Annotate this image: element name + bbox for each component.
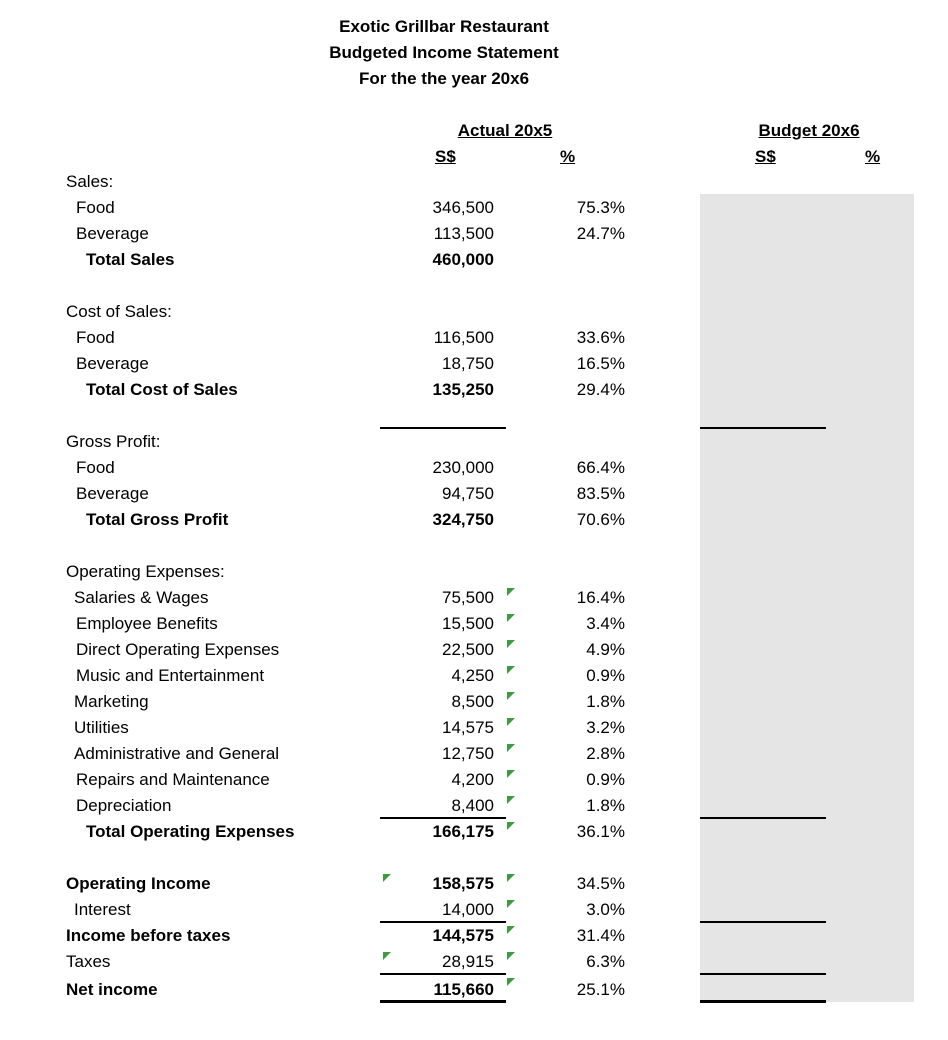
formula-flag-icon xyxy=(507,952,515,960)
interest-amount: 14,000 xyxy=(442,900,494,919)
formula-flag-icon xyxy=(507,978,515,986)
budget-header: Budget 20x6 xyxy=(758,121,860,140)
budget-input-area[interactable] xyxy=(700,194,914,1002)
opex-item-amount: 75,500 xyxy=(442,588,494,607)
formula-flag-icon xyxy=(507,796,515,804)
sales-food-label: Food xyxy=(76,198,115,217)
interest-pct: 3.0% xyxy=(586,900,625,919)
opex-item-pct: 16.4% xyxy=(576,588,625,607)
formula-flag-icon xyxy=(507,744,515,752)
formula-flag-icon xyxy=(507,926,515,934)
formula-flag-icon xyxy=(507,900,515,908)
opex-item-label: Direct Operating Expenses xyxy=(76,640,280,659)
formula-flag-icon xyxy=(507,666,515,674)
formula-flag-icon xyxy=(507,822,515,830)
opex-item-amount: 15,500 xyxy=(442,614,494,633)
opex-item-amount: 4,200 xyxy=(451,770,494,789)
total-gp-pct: 70.6% xyxy=(576,510,625,529)
gp-food-label: Food xyxy=(76,458,115,477)
formula-flag-icon xyxy=(507,588,515,596)
total-gp-label: Total Gross Profit xyxy=(86,510,229,529)
budget-percent-header: % xyxy=(865,147,881,166)
total-gp-amount: 324,750 xyxy=(432,510,494,529)
opex-item-pct: 1.8% xyxy=(586,692,625,711)
cos-header: Cost of Sales: xyxy=(66,302,172,321)
opex-item-label: Employee Benefits xyxy=(76,614,218,633)
income-before-taxes-amount: 144,575 xyxy=(432,926,494,945)
total-opex-label: Total Operating Expenses xyxy=(86,822,295,841)
total-cos-label: Total Cost of Sales xyxy=(86,380,238,399)
budget-rule xyxy=(700,973,826,975)
formula-flag-icon xyxy=(507,770,515,778)
actual-header: Actual 20x5 xyxy=(457,121,553,140)
budget-rule xyxy=(700,921,826,923)
opex-item-label: Utilities xyxy=(74,718,129,737)
actual-rule xyxy=(380,973,506,975)
actual-rule xyxy=(380,921,506,923)
net-income-amount: 115,660 xyxy=(433,980,494,999)
gp-food-amount: 230,000 xyxy=(432,458,494,477)
opex-item-label: Administrative and General xyxy=(74,744,280,763)
opex-item-pct: 3.4% xyxy=(586,614,625,633)
operating-income-pct: 34.5% xyxy=(576,874,625,893)
gp-beverage-amount: 94,750 xyxy=(442,484,494,503)
opex-item-label: Depreciation xyxy=(76,796,172,815)
actual-currency-header: S$ xyxy=(435,147,456,166)
opex-item-pct: 0.9% xyxy=(586,666,625,685)
total-sales-label: Total Sales xyxy=(86,250,175,269)
opex-item-pct: 1.8% xyxy=(586,796,625,815)
opex-item-label: Repairs and Maintenance xyxy=(76,770,270,789)
total-opex-amount: 166,175 xyxy=(432,822,494,841)
net-income-label: Net income xyxy=(66,980,158,999)
sales-food-pct: 75.3% xyxy=(576,198,625,217)
total-cos-amount: 135,250 xyxy=(432,380,494,399)
budget-rule xyxy=(700,427,826,429)
opex-header: Operating Expenses: xyxy=(66,562,225,581)
opex-item-label: Salaries & Wages xyxy=(74,588,209,607)
statement-title: Budgeted Income Statement xyxy=(329,43,559,62)
sales-beverage-amount: 113,500 xyxy=(433,224,494,243)
budget-currency-header: S$ xyxy=(755,147,776,166)
opex-item-amount: 8,400 xyxy=(451,796,494,815)
sales-header: Sales: xyxy=(66,172,114,191)
formula-flag-icon xyxy=(507,874,515,882)
sales-beverage-pct: 24.7% xyxy=(576,224,625,243)
actual-percent-header: % xyxy=(560,147,576,166)
cos-food-amount: 116,500 xyxy=(433,328,494,347)
company-name: Exotic Grillbar Restaurant xyxy=(339,17,549,36)
taxes-label: Taxes xyxy=(66,952,111,971)
opex-item-pct: 0.9% xyxy=(586,770,625,789)
opex-item-amount: 14,575 xyxy=(442,718,494,737)
income-before-taxes-pct: 31.4% xyxy=(576,926,625,945)
formula-flag-icon xyxy=(507,614,515,622)
interest-label: Interest xyxy=(74,900,131,919)
cos-beverage-label: Beverage xyxy=(76,354,149,373)
actual-rule xyxy=(380,427,506,429)
total-cos-pct: 29.4% xyxy=(576,380,625,399)
total-sales-amount: 460,000 xyxy=(432,250,494,269)
gp-beverage-label: Beverage xyxy=(76,484,149,503)
budget-rule xyxy=(700,817,826,819)
income-before-taxes-label: Income before taxes xyxy=(66,926,231,945)
cos-beverage-amount: 18,750 xyxy=(442,354,494,373)
statement-period: For the the year 20x6 xyxy=(358,69,530,88)
budget-double-rule xyxy=(700,1000,826,1003)
cos-beverage-pct: 16.5% xyxy=(576,354,625,373)
opex-item-amount: 22,500 xyxy=(442,640,494,659)
opex-item-amount: 4,250 xyxy=(451,666,494,685)
net-income-pct: 25.1% xyxy=(576,980,625,999)
formula-flag-icon xyxy=(507,718,515,726)
formula-flag-icon xyxy=(507,640,515,648)
taxes-amount: 28,915 xyxy=(442,952,494,971)
opex-item-pct: 2.8% xyxy=(586,744,625,763)
actual-rule xyxy=(380,817,506,819)
gp-food-pct: 66.4% xyxy=(576,458,625,477)
gp-header: Gross Profit: xyxy=(66,432,161,451)
actual-double-rule xyxy=(380,1000,506,1003)
gp-beverage-pct: 83.5% xyxy=(576,484,625,503)
total-opex-pct: 36.1% xyxy=(576,822,625,841)
opex-item-amount: 12,750 xyxy=(442,744,494,763)
formula-flag-icon xyxy=(507,692,515,700)
sales-beverage-label: Beverage xyxy=(76,224,149,243)
opex-item-label: Music and Entertainment xyxy=(76,666,265,685)
cos-food-pct: 33.6% xyxy=(576,328,625,347)
opex-item-pct: 4.9% xyxy=(586,640,625,659)
operating-income-amount: 158,575 xyxy=(432,874,494,893)
taxes-pct: 6.3% xyxy=(586,952,625,971)
cos-food-label: Food xyxy=(76,328,115,347)
operating-income-label: Operating Income xyxy=(66,874,211,893)
opex-item-label: Marketing xyxy=(74,692,149,711)
sales-food-amount: 346,500 xyxy=(432,198,494,217)
opex-item-pct: 3.2% xyxy=(586,718,625,737)
opex-item-amount: 8,500 xyxy=(451,692,494,711)
